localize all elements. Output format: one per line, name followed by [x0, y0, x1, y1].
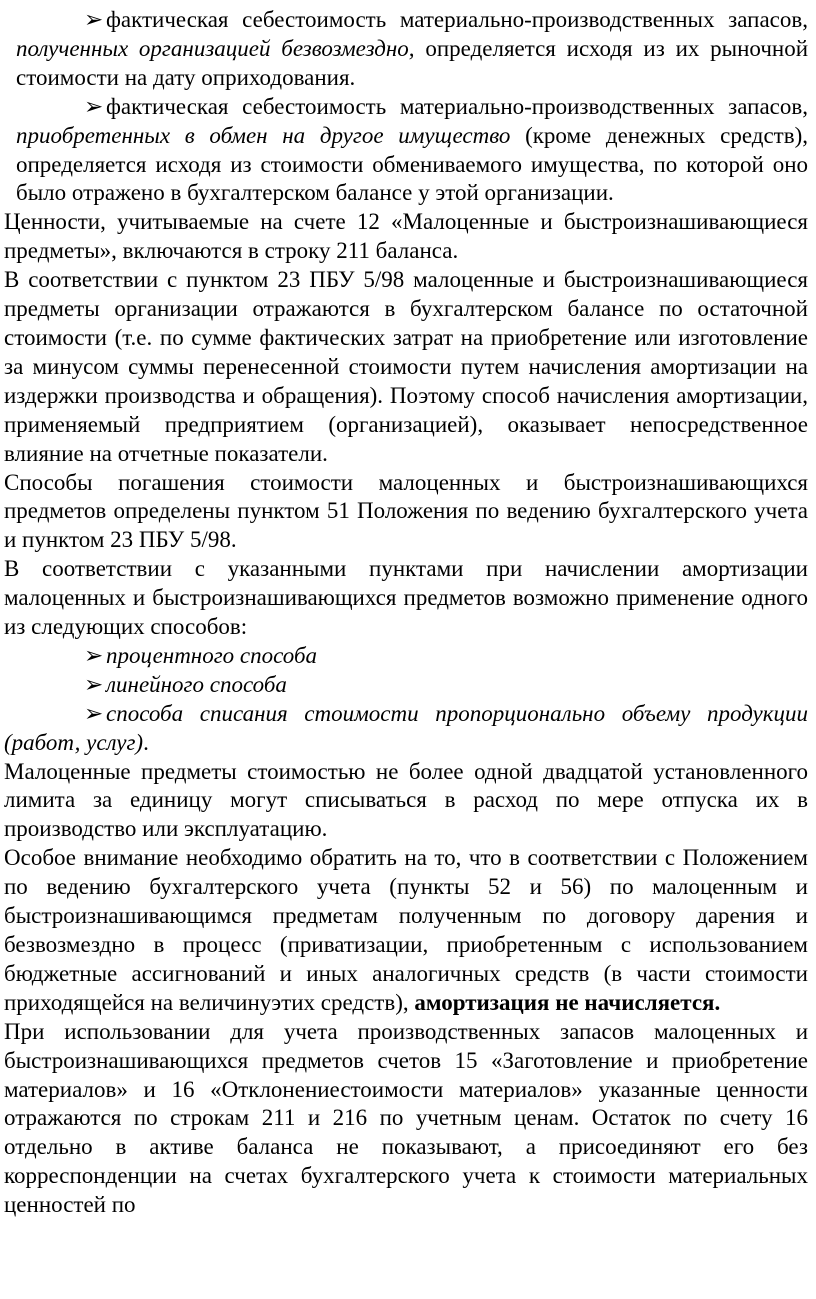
bullet-italic-text: приобретенных в обмен на другое имущество — [16, 122, 511, 148]
paragraph-accounts-15-16: При использовании для учета производственных запасов малоценных и быстроизнашивающихся предметов счетов 15 «Заготовление и приобретение материалов» и 16 «Отклонениестоимости материалов» указанные ценности отражаются по строкам 211 и 216 по учетным ценам. Остаток по счету 16 отдельно в активе баланса не показывают, а присоединяют его без корреспонденции на счетах бухгалтерского учета к стоимости материальных ценностей по — [4, 1018, 808, 1218]
arrow-bullet-icon: ➢ — [84, 7, 104, 32]
bullet-text: фактическая себестоимость материально-производственных запасов, — [106, 7, 808, 32]
method-text: способа списания стоимости пропорционально объему продукции (работ, услуг) — [4, 700, 808, 755]
paragraph-account-12: Ценности, учитываемые на счете 12 «Малоценные и быстроизнашивающиеся предметы», включаются в строку 211 баланса. — [4, 209, 808, 264]
bullet-item-exchange — [4, 93, 808, 209]
method-text: процентного способа — [106, 642, 318, 668]
bullet-item-free-receipt — [4, 6, 808, 93]
method-text-end: . — [143, 729, 149, 755]
paragraph-low-value-items: Малоценные предметы стоимостью не более одной двадцатой установленного лимита за единицу могут списываться в расход по мере отпуска их в производство или эксплуатацию. — [4, 758, 808, 842]
paragraph-no-depreciation — [4, 844, 808, 1017]
bullet-text: фактическая себестоимость материально-производственных запасов, — [106, 93, 808, 119]
arrow-bullet-icon: ➢ — [84, 93, 104, 119]
method-item-percent — [4, 642, 808, 671]
paragraph-text: Особое внимание необходимо обратить на то, что в соответствии с Положением по ведению бухгалтерского учета (пункты 52 и 56) по малоценным и быстроизнашивающимся предметам полученным по договору дарения и безвозмездно в процесс (приватизации, приобретенным с использованием бюджетные ассигнований и иных аналогичных средств (в части стоимости приходящейся на величинуэтих средств), — [4, 845, 808, 1015]
bullet-text-rest: определяется исходя из их рыночной стоимости на дату оприходования. — [16, 35, 809, 90]
method-item-linear — [4, 671, 808, 700]
bullet-italic-text: полученных организацией безвозмездно, — [16, 35, 415, 61]
bullet-text-rest: (кроме денежных средств), определяется исходя из стоимости обмениваемого имущества, по которой оно было отражено в бухгалтерском балансе у этой организации. — [16, 122, 808, 206]
paragraph-methods-intro: В соответствии с указанными пунктами при начислении амортизации малоценных и быстроизнашивающихся предметов возможно применение одного из следующих способов: — [4, 556, 808, 640]
paragraph-bold-text: амортизация не начисляется. — [414, 989, 721, 1015]
arrow-bullet-icon: ➢ — [84, 671, 104, 697]
method-item-proportional — [4, 700, 808, 758]
arrow-bullet-icon: ➢ — [84, 700, 104, 726]
paragraph-pbu-23: В соответствии с пунктом 23 ПБУ 5/98 малоценные и быстроизнашивающиеся предметы организации отражаются в бухгалтерском балансе по остаточной стоимости (т.е. по сумме фактических затрат на приобретение или изготовление за минусом суммы перенесенной стоимости путем начисления амортизации на издержки производства и обращения). Поэтому способ начисления амортизации, применяемый предприятием (организацией), оказывает непосредственное влияние на отчетные показатели. — [4, 267, 808, 466]
arrow-bullet-icon: ➢ — [84, 642, 104, 668]
method-text: линейного способа — [106, 671, 287, 697]
paragraph-write-off-methods: Способы погашения стоимости малоценных и быстроизнашивающихся предметов определены пунктом 51 Положения по ведению бухгалтерского учета и пунктом 23 ПБУ 5/98. — [4, 469, 808, 553]
